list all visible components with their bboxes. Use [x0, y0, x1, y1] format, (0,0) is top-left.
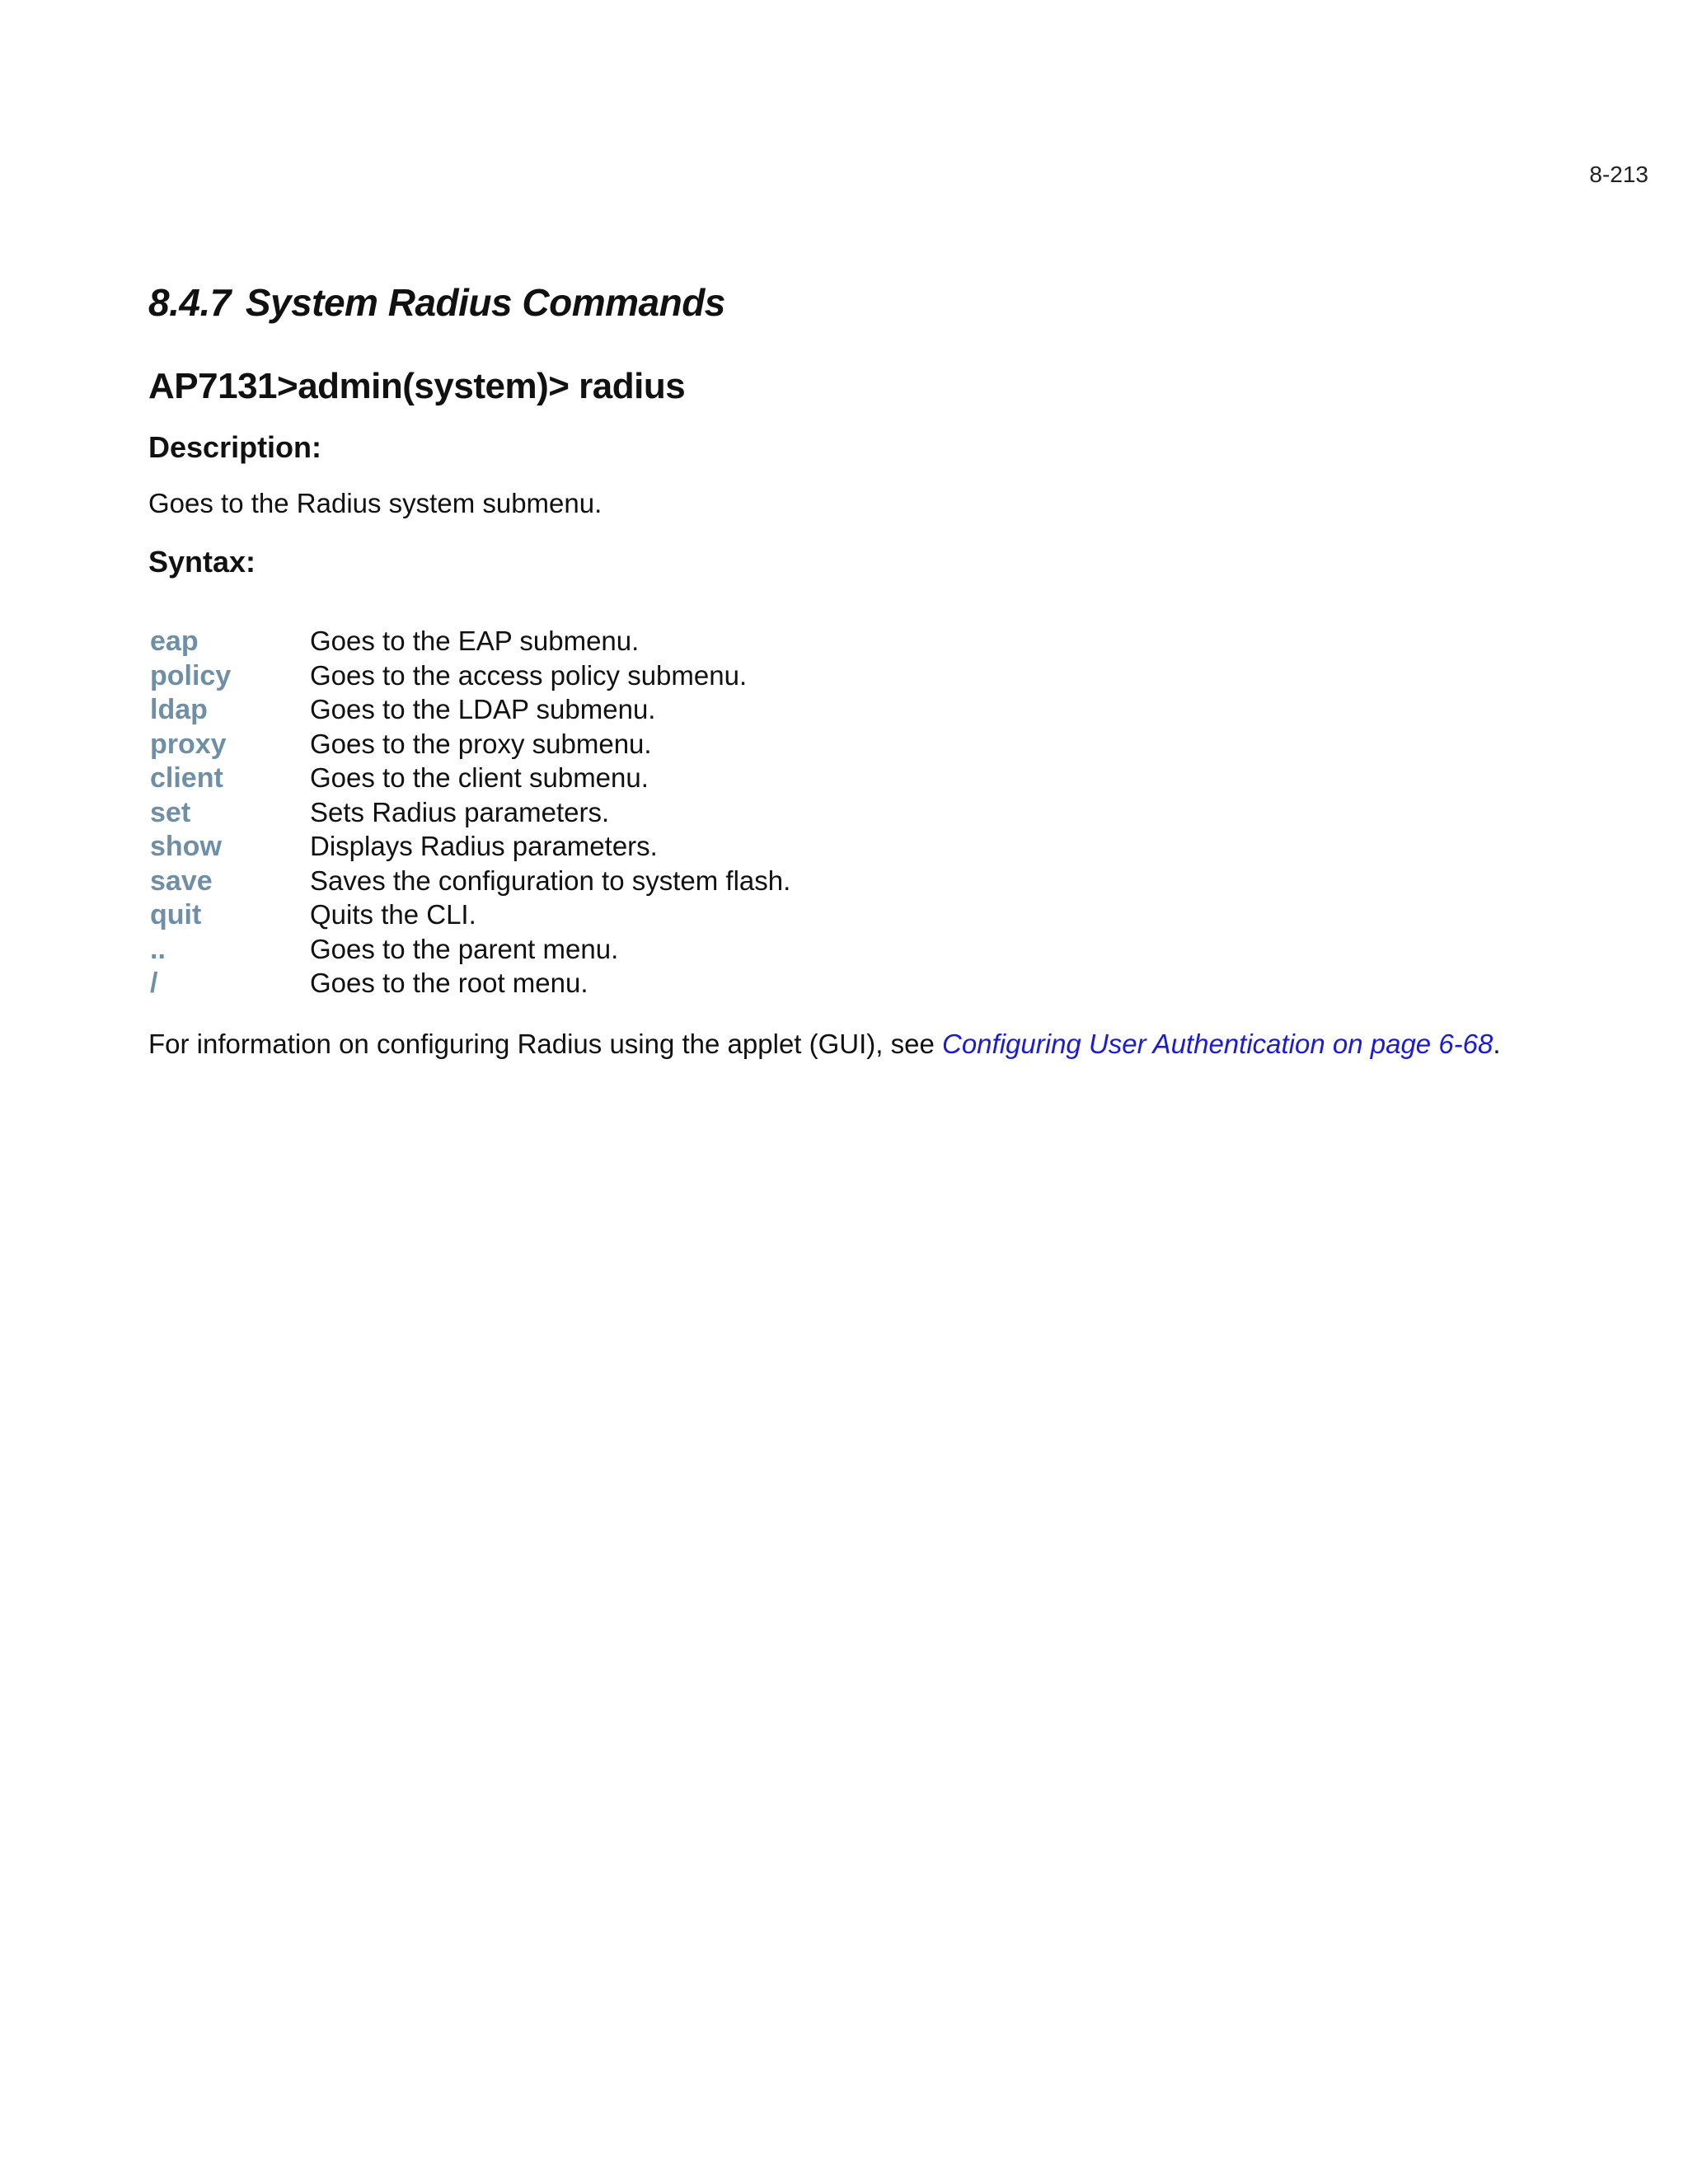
syntax-description: Goes to the parent menu. — [310, 933, 619, 964]
page-number: 8-213 — [1589, 162, 1648, 187]
description-heading: Description: — [148, 430, 322, 464]
syntax-command: .. — [150, 933, 166, 965]
syntax-description: Goes to the root menu. — [310, 968, 588, 999]
syntax-command: ldap — [150, 694, 208, 726]
syntax-command: policy — [150, 659, 232, 691]
syntax-command: / — [150, 968, 158, 1000]
footer-note — [148, 1027, 1550, 1061]
syntax-row — [148, 694, 1550, 729]
syntax-command: quit — [150, 899, 202, 931]
syntax-command: eap — [150, 626, 199, 658]
section-title: System Radius Commands — [245, 281, 725, 324]
syntax-command: set — [150, 796, 191, 828]
syntax-command: proxy — [150, 728, 227, 760]
syntax-row — [148, 899, 1550, 934]
description-text: Goes to the Radius system submenu. — [148, 488, 603, 518]
syntax-description: Goes to the access policy submenu. — [310, 659, 748, 691]
syntax-description: Goes to the client submenu. — [310, 762, 649, 794]
footer-note-prefix: For information on configuring Radius using the applet (GUI), see — [148, 1028, 942, 1059]
syntax-description: Displays Radius parameters. — [310, 831, 658, 862]
footer-note-suffix: . — [1493, 1028, 1501, 1059]
syntax-table — [148, 626, 1550, 1002]
syntax-command: client — [150, 762, 223, 794]
command-heading: AP7131>admin(system)> radius — [148, 366, 686, 406]
syntax-description: Sets Radius parameters. — [310, 796, 610, 827]
syntax-row — [148, 968, 1550, 1002]
syntax-row — [148, 729, 1550, 763]
syntax-row — [148, 762, 1550, 797]
syntax-command: show — [150, 831, 222, 863]
syntax-command: save — [150, 865, 213, 897]
configuring-user-authentication-link[interactable]: Configuring User Authentication on page 6-68 — [942, 1028, 1493, 1059]
syntax-description: Goes to the EAP submenu. — [310, 626, 640, 657]
syntax-description: Goes to the LDAP submenu. — [310, 694, 656, 725]
syntax-row — [148, 797, 1550, 832]
syntax-row — [148, 934, 1550, 968]
page-content — [148, 280, 1550, 1085]
syntax-heading: Syntax: — [148, 545, 256, 579]
syntax-description: Saves the configuration to system flash. — [310, 865, 791, 896]
syntax-row — [148, 865, 1550, 900]
syntax-description: Goes to the proxy submenu. — [310, 728, 652, 759]
syntax-row — [148, 831, 1550, 865]
syntax-description: Quits the CLI. — [310, 899, 476, 930]
syntax-row — [148, 626, 1550, 660]
section-heading — [148, 280, 1550, 325]
syntax-row — [148, 660, 1550, 695]
section-number: 8.4.7 — [148, 281, 231, 324]
